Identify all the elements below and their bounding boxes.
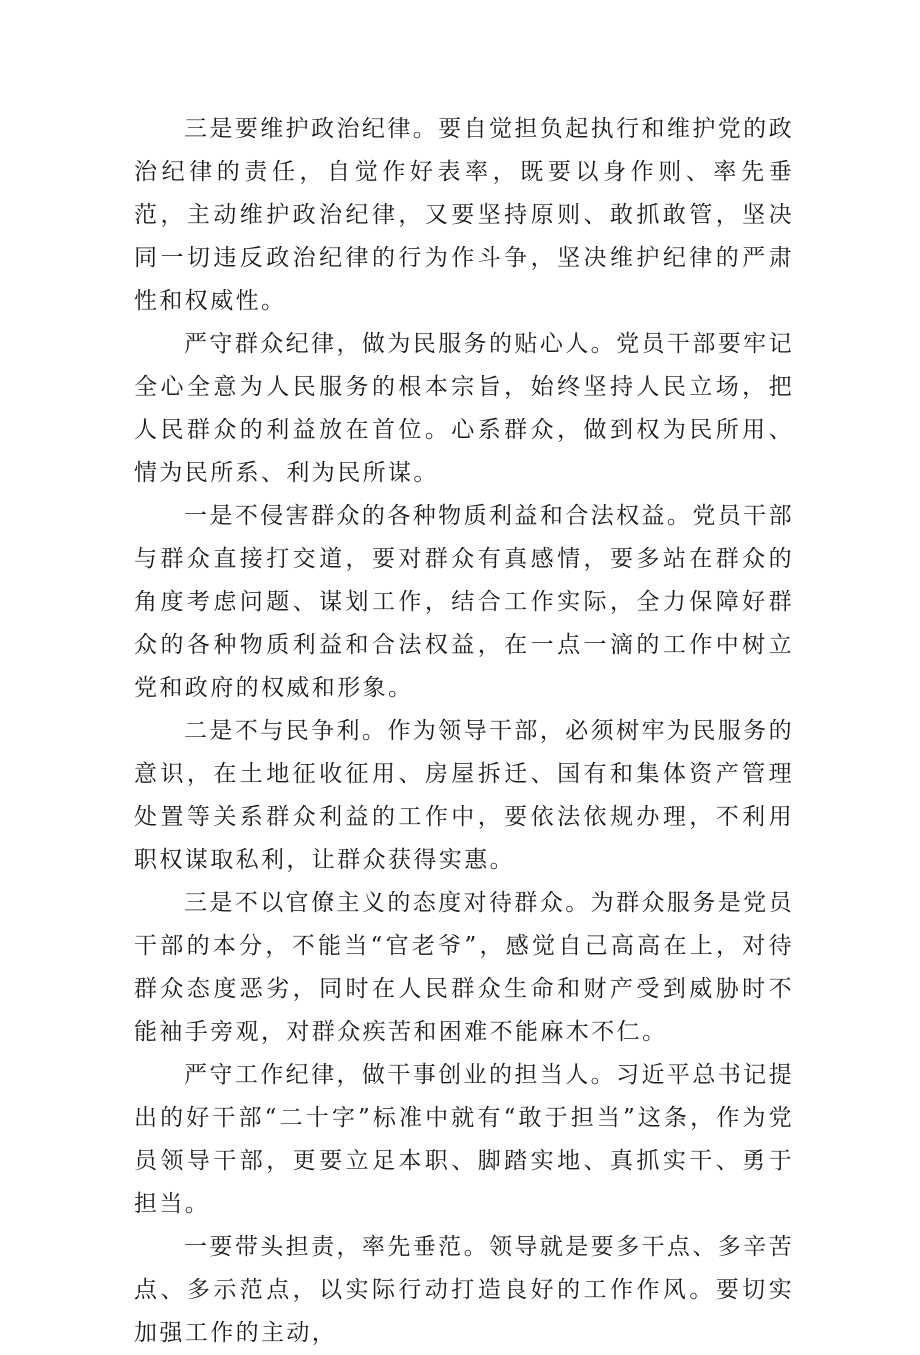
paragraph-no-bureaucratism: 三是不以官僚主义的态度对待群众。为群众服务是党员干部的本分，不能当“官老爷”，感觉自己高高在上，对待群众态度恶劣，同时在人民群众生命和财产受到威胁时不能袖手旁观，对群众疾苦和困难不能麻木不仁。 — [134, 890, 794, 1045]
paragraph-take-responsibility: 一要带头担责，率先垂范。领导就是要多干点、多辛苦点、多示范点，以实际行动打造良好的工作作风。要切实加强工作的主动， — [134, 1234, 794, 1346]
document-body — [134, 108, 794, 1355]
paragraph-no-competing-for-profit: 二是不与民争利。作为领导干部，必须树牢为民服务的意识，在土地征收征用、房屋拆迁、国有和集体资产管理处置等关系群众利益的工作中，要依法依规办理，不利用职权谋取私利，让群众获得实惠。 — [134, 718, 794, 873]
paragraph-work-discipline-heading: 严守工作纪律，做干事创业的担当人。习近平总书记提出的好干部“二十字”标准中就有“敢于担当”这条，作为党员领导干部，更要立足本职、脚踏实地、真抓实干、勇于担当。 — [134, 1062, 794, 1217]
paragraph-political-discipline: 三是要维护政治纪律。要自觉担负起执行和维护党的政治纪律的责任，自觉作好表率，既要以身作则、率先垂范，主动维护政治纪律，又要坚持原则、敢抓敢管，坚决同一切违反政治纪律的行为作斗争，坚决维护纪律的严肃性和权威性。 — [134, 116, 794, 314]
paragraph-no-infringement: 一是不侵害群众的各种物质利益和合法权益。党员干部与群众直接打交道，要对群众有真感情，要多站在群众的角度考虑问题、谋划工作，结合工作实际，全力保障好群众的各种物质利益和合法权益，在一点一滴的工作中树立党和政府的权威和形象。 — [134, 503, 794, 701]
paragraph-mass-discipline-heading: 严守群众纪律，做为民服务的贴心人。党员干部要牢记全心全意为人民服务的根本宗旨，始终坚持人民立场，把人民群众的利益放在首位。心系群众，做到权为民所用、情为民所系、利为民所谋。 — [134, 331, 794, 486]
